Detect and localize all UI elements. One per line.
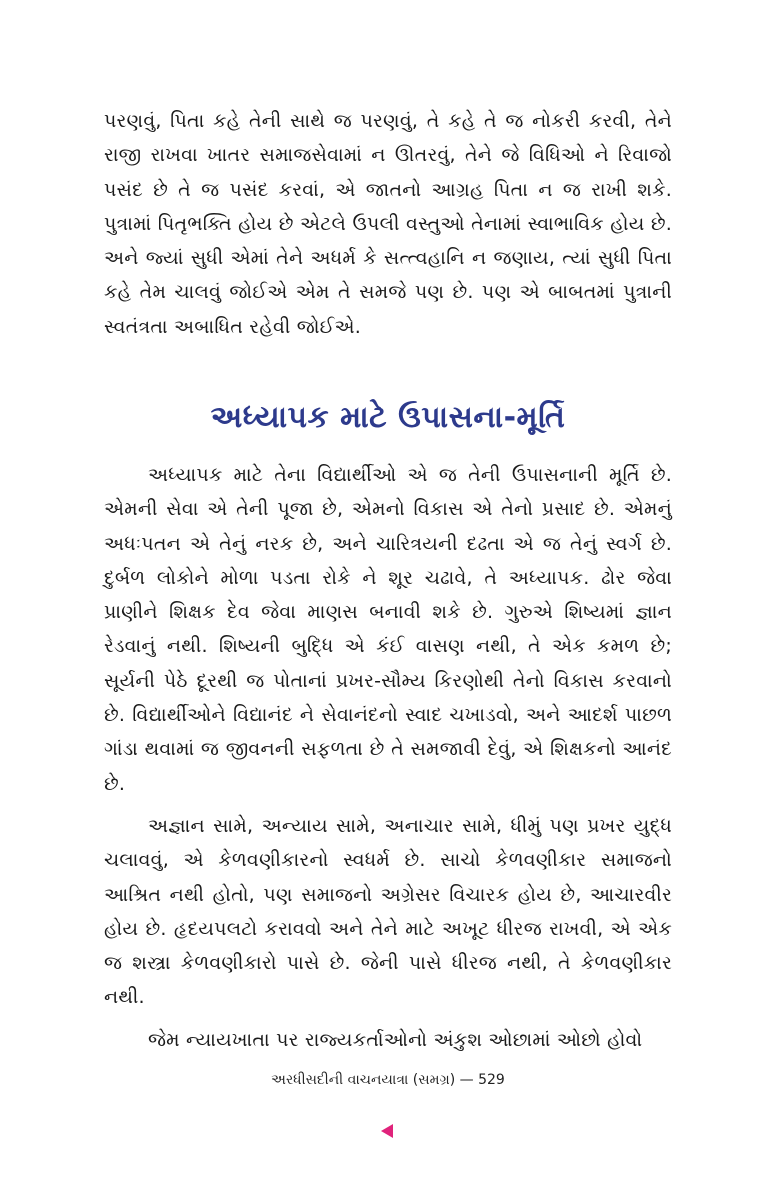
- footer-book-title: અરધીસદીની વાચનયાત્રા (સમગ્ર): [271, 1072, 456, 1088]
- body-paragraph-3: જેમ ન્યાયખાતા પર રાજ્યકર્તાઓનો અંકુશ ઓછામાં ઓછો હોવો: [148, 1028, 643, 1051]
- continued-text-block: [104, 104, 672, 344]
- section-body: [104, 458, 672, 1057]
- continued-paragraph: પરણવું, પિતા કહે તેની સાથે જ પરણવું, તે કહે તે જ નોકરી કરવી, તેને રાજી રાખવા ખાતર સમાજસેવામાં ન ઊતરવું, તેને જે વિધિઓ ને રિવાજો પસંદ છે તે જ પસંદ કરવાં, એ જાતનો આગ્રહ પિતા ન જ રાખી શકે. પુત્રામાં પિતૃભક્તિ હોય છે એટલે ઉપલી વસ્તુઓ તેનામાં સ્વાભાવિક હોય છે. અને જ્યાં સુધી એમાં તેને અધર્મ કે સત્ત્વહાનિ ન જણાય, ત્યાં સુધી પિતા કહે તેમ ચાલવું જોઈએ એમ તે સમજે પણ છે. પણ એ બાબતમાં પુત્રાની સ્વતંત્રતા અબાધિત રહેવી જોઈએ.: [104, 110, 672, 338]
- page-number: 529: [478, 1072, 505, 1088]
- body-paragraph-1: અધ્યાપક માટે તેના વિદ્યાર્થીઓ એ જ તેની ઉપાસનાની મૂર્તિ છે. એમની સેવા એ તેની પૂજા છે, એમનો વિકાસ એ તેનો પ્રસાદ છે. એમનું અધઃપતન એ તેનું નરક છે, અને ચારિત્રયની દઢતા એ જ તેનું સ્વર્ગ છે. દુર્બળ લોકોને મોળા પડતા રોકે ને શૂર ચઢાવે, તે અધ્યાપક. ઢોર જેવા પ્રાણીને શિક્ષક દેવ જેવા માણસ બનાવી શકે છે. ગુરુએ શિષ્યમાં જ્ઞાન રેડવાનું નથી. શિષ્યની બુદ્ધિ એ કંઈ વાસણ નથી, તે એક કમળ છે; સૂર્યની પેઠે દૂરથી જ પોતાનાં પ્રખર-સૌમ્ય કિરણોથી તેનો વિકાસ કરવાનો છે. વિદ્યાર્થીઓને વિદ્યાનંદ ને સેવાનંદનો સ્વાદ ચખાડવો, અને આદર્શ પાછળ ગાંડા થવામાં જ જીવનની સફળતા છે તે સમજાવી દેવું, એ શિક્ષકનો આનંદ છે.: [104, 464, 672, 795]
- footer-separator: —: [455, 1072, 479, 1088]
- triangle-left-icon[interactable]: [381, 1124, 393, 1138]
- page-footer: [0, 1070, 776, 1090]
- section-title: અધ્યાપક માટે ઉપાસના-મૂર્તિ: [210, 400, 566, 435]
- body-paragraph-2: અજ્ઞાન સામે, અન્યાય સામે, અનાચાર સામે, ધીમું પણ પ્રખર યુદ્ધ ચલાવવું, એ કેળવણીકારનો સ્વધર્મ છે. સાચો કેળવણીકાર સમાજનો આશ્રિત નથી હોતો, પણ સમાજનો અગ્રેસર વિચારક હોય છે, આચારવીર હોય છે. હૃદયપલટો કરાવવો અને તેને માટે અખૂટ ધીરજ રાખવી, એ એક જ શસ્ત્રા કેળવણીકારો પાસે છે. જેની પાસે ધીરજ નથી, તે કેળવણીકાર નથી.: [104, 814, 672, 1009]
